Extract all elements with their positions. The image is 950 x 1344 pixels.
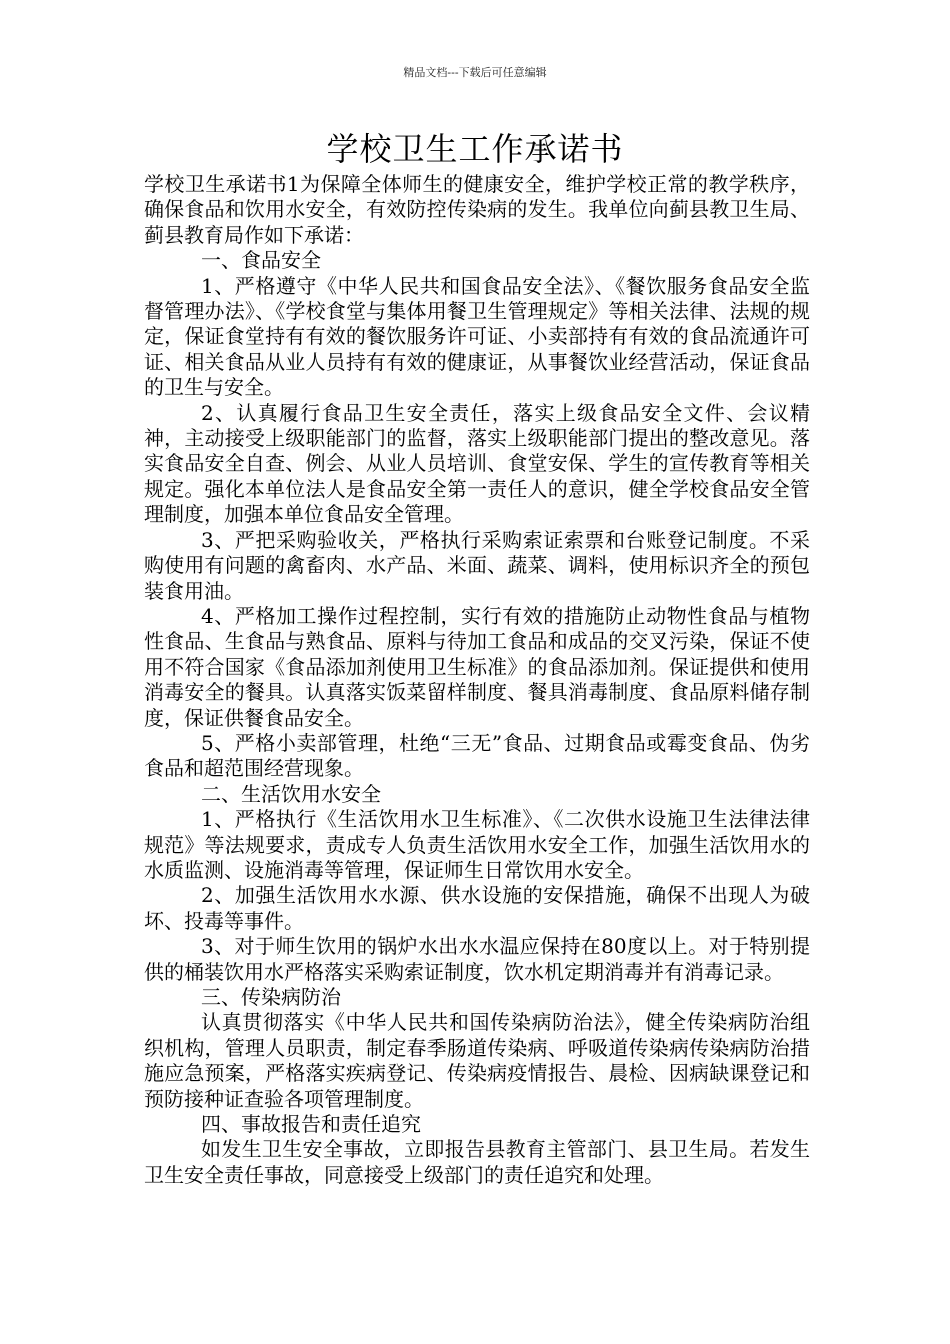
section-heading-accident-report: 四、事故报告和责任追究 xyxy=(201,1112,421,1137)
paragraph-food-4: 4、严格加工操作过程控制，实行有效的措施防止动物性食品与植物性食品、生食品与熟食品、原料与待加工食品和成品的交叉污染，保证不使用不符合国家《食品添加剂使用卫生标准》的食品添加剂。保证提供和使用消毒安全的餐具。认真落实饭菜留样制度、餐具消毒制度、食品原料储存制度，保证供餐食品安全。 xyxy=(144,603,810,730)
page-header: 精品文档---下载后可任意编辑 xyxy=(403,66,547,79)
paragraph-disease-1: 认真贯彻落实《中华人民共和国传染病防治法》，健全传染病防治组织机构，管理人员职责，制定春季肠道传染病、呼吸道传染病传染病防治措施应急预案，严格落实疾病登记、传染病疫情报告、晨检、因病缺课登记和预防接种证查验各项管理制度。 xyxy=(144,1010,810,1111)
section-heading-water-safety: 二、生活饮用水安全 xyxy=(201,781,381,806)
paragraph-water-3: 3、对于师生饮用的锅炉水出水水温应保持在80度以上。对于特别提供的桶装饮用水严格落实采购索证制度，饮水机定期消毒并有消毒记录。 xyxy=(144,934,810,984)
paragraph-accident-1: 如发生卫生安全事故，立即报告县教育主管部门、县卫生局。若发生卫生安全责任事故，同意接受上级部门的责任追究和处理。 xyxy=(144,1137,810,1187)
section-heading-disease-prevention: 三、传染病防治 xyxy=(201,985,341,1009)
paragraph-water-2: 2、加强生活饮用水水源、供水设施的安保措施，确保不出现人为破坏、投毒等事件。 xyxy=(144,883,810,933)
paragraph-food-3: 3、严把采购验收关，严格执行采购索证索票和台账登记制度。不采购使用有问题的禽畜肉、水产品、米面、蔬菜、调料，使用标识齐全的预包装食用油。 xyxy=(144,527,810,603)
paragraph-water-1: 1、严格执行《生活饮用水卫生标准》、《二次供水设施卫生法律法律规范》等法规要求，责成专人负责生活饮用水安全工作，加强生活饮用水的水质监测、设施消毒等管理，保证师生日常饮用水安全。 xyxy=(144,807,810,882)
paragraph-food-5: 5、严格小卖部管理，杜绝“三无”食品、过期食品或霉变食品、伪劣食品和超范围经营现象。 xyxy=(144,730,810,781)
paragraph-food-1: 1、严格遵守《中华人民共和国食品安全法》、《餐饮服务食品安全监督管理办法》、《学校食堂与集体用餐卫生管理规定》等相关法律、法规的规定，保证食堂持有有效的餐饮服务许可证、小卖部持有有效的食品流通许可证、相关食品从业人员持有有效的健康证，从事餐饮业经营活动，保证食品的卫生与安全。 xyxy=(144,273,810,400)
document-title: 学校卫生工作承诺书 xyxy=(326,130,624,168)
section-heading-food-safety: 一、食品安全 xyxy=(201,248,321,273)
paragraph-intro: 学校卫生承诺书1为保障全体师生的健康安全，维护学校正常的教学秩序，确保食品和饮用水安全，有效防控传染病的发生。我单位向蓟县教卫生局、蓟县教育局作如下承诺： xyxy=(144,172,810,247)
document-body xyxy=(144,172,810,1188)
paragraph-food-2: 2、认真履行食品卫生安全责任，落实上级食品安全文件、会议精神，主动接受上级职能部门的监督，落实上级职能部门提出的整改意见。落实食品安全自查、例会、从业人员培训、食堂安保、学生的宣传教育等相关规定。强化本单位法人是食品安全第一责任人的意识，健全学校食品安全管理制度，加强本单位食品安全管理。 xyxy=(144,400,810,527)
